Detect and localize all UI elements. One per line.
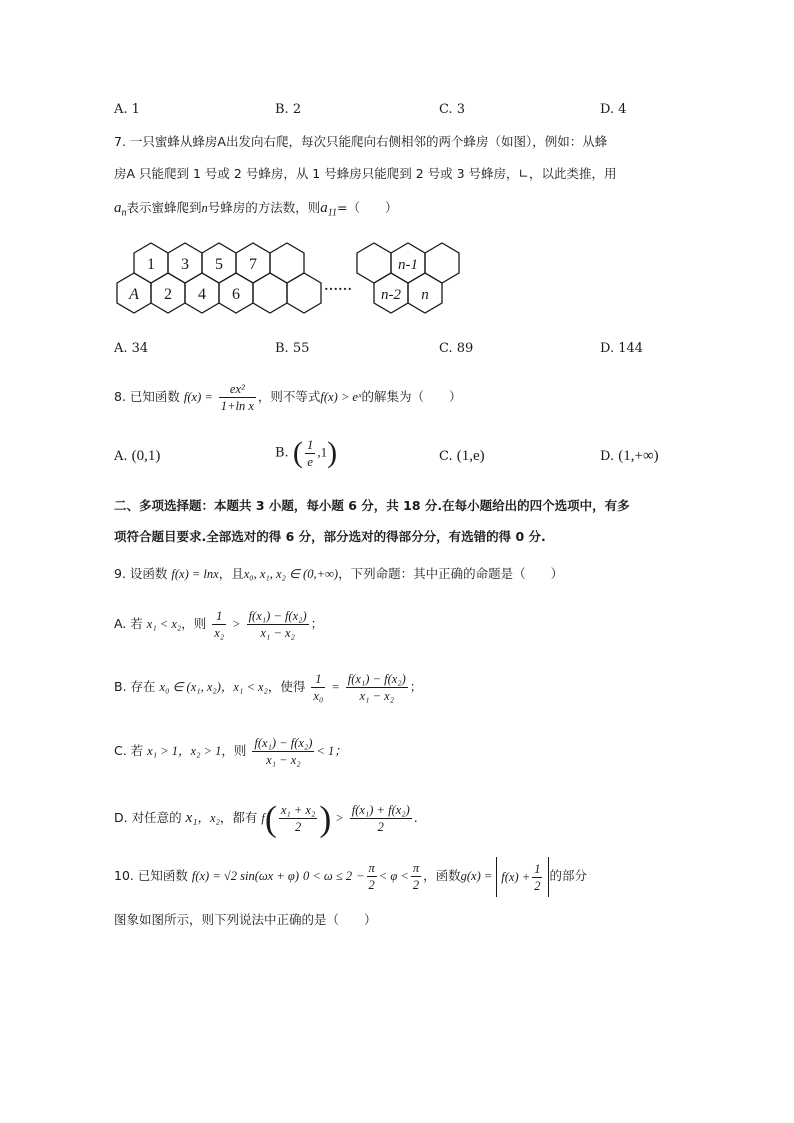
q7-stem-line2: 房A 只能爬到 1 号或 2 号蜂房，从 1 号蜂房只能爬到 2 号或 3 号蜂房，∟，以此类推，用 [114,166,617,181]
q8-option-d-label: D. [600,449,615,464]
hex-dots: …… [324,279,352,294]
q7-text-b: 号蜂房的方法数，则 [207,200,321,215]
q9-d-end: . [413,810,418,825]
q8-option-d [600,448,659,465]
q9-d-vars: x₁ [185,810,198,826]
section2-line2: 项符合题目要求.全部选对的得 6 分，部分选对的得部分分，有选错的得 0 分. [114,529,546,544]
q8-fx: f(x) = [183,390,213,404]
q8-mid: ，则不等式 [257,389,321,404]
q9-a-cond: x₁ < x₂ [146,617,182,631]
q9-c-cond2: ，x₂ > 1 [178,744,222,758]
honeycomb-figure [112,240,462,328]
q10-g-inner: f(x) + [501,869,531,884]
q9-d-gt: > [335,811,344,825]
q8-frac-den: 1+ln x [220,399,254,413]
q9-b-prefix: B. 存在 [114,679,156,694]
q8-option-b-tail: ,1 [317,444,328,460]
q7-var-n: n [201,201,208,215]
q10-gx: g(x) = [460,869,493,883]
q8-option-a-label: A. [114,449,128,464]
q8-option-a-value: (0,1) [131,448,161,464]
q9-c-prefix: C. 若 [114,743,144,758]
q9-d-lhs-den: 2 [294,820,302,834]
q7-ans-var: a [320,200,328,216]
q7-var-a-sub: n [121,207,127,219]
q10-cond2-frac1 [367,860,377,893]
q8-stem [114,380,462,414]
q9-a-lhs-den: x₂ [214,626,225,640]
q7-text-a: 表示蜜蜂爬到 [126,200,202,215]
hex-label-n-2: n-2 [381,287,401,303]
q9-a-end: ； [310,616,324,631]
q9-b-end: ； [409,679,423,694]
q6-option-c: C. 3 [439,102,466,117]
hex-9 [270,243,304,283]
q10-g-frac-den: 2 [534,878,541,893]
q7-option-b: B. 55 [275,341,310,356]
hex-r3 [425,243,459,283]
q9-a-lhs [212,608,226,641]
hex-10 [287,273,321,313]
q10-cond2-mid: < φ < [378,869,409,883]
q9-c-num: f(x₁) − f(x₂) [254,736,313,750]
q10-cond1: 0 < ω ≤ 2 [302,869,353,883]
hex-label-4: 4 [198,286,206,303]
q9-d-lhs [279,802,317,835]
q8-fraction [219,381,256,414]
hex-r1 [357,243,391,283]
q9-c-then: ，则 [221,743,247,758]
q9-d-vars2: ，x₂ [197,811,220,825]
q8-option-c [439,448,485,465]
q9-option-c [114,731,347,771]
q9-a-then: ，则 [181,616,207,631]
q9-b-lhs [311,671,325,704]
q9-b-cond: x₀ ∈ (x₁, x₂) [159,680,221,694]
q7-stem-line1: 7. 一只蜜蜂从蜂房A出发向右爬，每次只能爬向右侧相邻的两个蜂房（如图），例如：从蜂 [114,134,608,149]
q9-d-rhs [350,802,412,835]
q9-a-prefix: A. 若 [114,616,143,631]
q6-option-a: A. 1 [114,102,140,117]
q10-abs [496,857,549,897]
q10-cond2-minus: − [356,869,365,883]
q9-b-lhs-den: x₀ [313,689,324,703]
q9-d-then: ，都有 [219,810,258,825]
q9-c-den: x₁ − x₂ [266,753,301,767]
q9-stem-suffix: ，下列命题：其中正确的命题是（ ） [338,566,564,581]
q10-cond2-frac2 [411,860,421,893]
q8-option-a [114,448,160,465]
hex-label-1: 1 [147,256,155,273]
q10-cond2-frac2-den: 2 [412,878,420,892]
q10-fx: f(x) = √2 sin(ωx + φ) [191,869,299,883]
section2-line1: 二、多项选择题：本题共 3 小题，每小题 6 分，共 18 分.在每小题给出的四个选项中，有多 [114,498,630,513]
q9-stem-prefix: 9. 设函数 [114,566,168,581]
q8-option-b-frac [305,437,316,470]
q10-g-frac-num: 1 [534,861,541,876]
q7-stem-line3 [114,198,398,224]
hex-8 [253,273,287,313]
q9-b-lhs-num: 1 [311,671,325,688]
q9-d-rhs-den: 2 [377,820,384,834]
q9-c-cond: x₁ > 1 [147,744,179,758]
q9-d-prefix: D. 对任意的 [114,810,182,825]
q9-b-cond2: ，x₁ < x₂ [220,680,268,694]
q9-a-lhs-num: 1 [212,608,226,625]
hex-label-7: 7 [249,256,257,273]
q8-ineq: f(x) > eˣ [320,390,362,404]
hex-label-6: 6 [232,286,240,303]
q9-stem-vars: x₀, x₁, x₂ ∈ (0,+∞) [243,567,339,581]
q8-option-b-label: B. [275,445,289,461]
q8-prefix: 8. 已知函数 [114,389,180,404]
q9-b-eq: = [331,680,340,694]
q9-option-a [114,604,323,644]
q8-suffix: 的解集为（ ） [361,389,462,404]
q9-option-d: D. 对任意的 x₁，x₂，都有 f( $\frac{\text{x₁ + x₂}}{2}$ ) > $\frac{\text{f(x₁) + f(x₂)}}{2}$ . [114,798,418,839]
q10-g-frac [532,861,542,894]
hex-label-3: 3 [181,256,189,273]
q7-var-a: a [114,200,122,216]
q10-stem-line1 [114,856,587,897]
q9-option-b [114,667,422,707]
q10-cond2-frac1-den: 2 [368,878,375,892]
hex-label-n-1: n-1 [398,257,418,273]
q8-option-d-value: (1,+∞) [618,448,659,464]
hex-label-n: n [421,287,429,303]
q6-option-d: D. 4 [600,102,627,117]
q9-c-frac [252,735,314,768]
q8-option-c-label: C. [439,449,453,464]
q8-option-b: B. ( $\frac{1}{e}$ ,1) [275,436,338,469]
q9-stem [114,564,563,584]
q9-d-f: f [261,811,265,825]
q8-option-c-value: (1,e) [456,448,485,464]
q9-b-then: ，使得 [267,679,306,694]
q7-option-d: D. 144 [600,341,644,356]
hex-label-2: 2 [164,286,172,303]
q7-ans-sub: 11 [327,207,338,219]
q10-stem-line2: 图象如图所示，则下列说法中正确的是（ ） [114,912,377,927]
q8-option-b-den: e [307,453,313,469]
q9-d-lhs-num: x₁ + x₂ [280,803,316,817]
q9-stem-and: ，且 [218,566,244,581]
q8-frac-num: ex² [219,381,256,398]
q7-option-c: C. 89 [439,341,474,356]
q10-cond2-frac1-num: π [368,861,375,875]
q9-d-rhs-num: f(x₁) + f(x₂) [351,803,410,817]
q10-mid: ，函数 [423,868,461,883]
q9-b-rhs-den: x₁ − x₂ [359,689,394,703]
q9-c-end: < 1； [316,744,347,758]
q10-prefix: 10. 已知函数 [114,868,188,883]
q9-a-rhs [247,608,309,641]
q10-cond2-frac2-num: π [412,861,420,875]
q9-stem-fx: f(x) = lnx [171,567,219,581]
hex-label-5: 5 [215,256,223,273]
q10-suffix: 的部分 [549,868,587,883]
q7-option-a: A. 34 [114,341,149,356]
q8-option-b-num: 1 [306,436,314,452]
q9-a-rhs-num: f(x₁) − f(x₂) [248,609,307,623]
hex-label-a: A [129,286,139,303]
q6-option-b: B. 2 [275,102,302,117]
q9-a-gt: > [232,617,241,631]
q7-text-c: =（ ） [337,200,398,215]
q9-a-rhs-den: x₁ − x₂ [260,626,295,640]
q9-b-rhs-num: f(x₁) − f(x₂) [347,672,406,686]
q9-b-rhs [346,671,408,704]
